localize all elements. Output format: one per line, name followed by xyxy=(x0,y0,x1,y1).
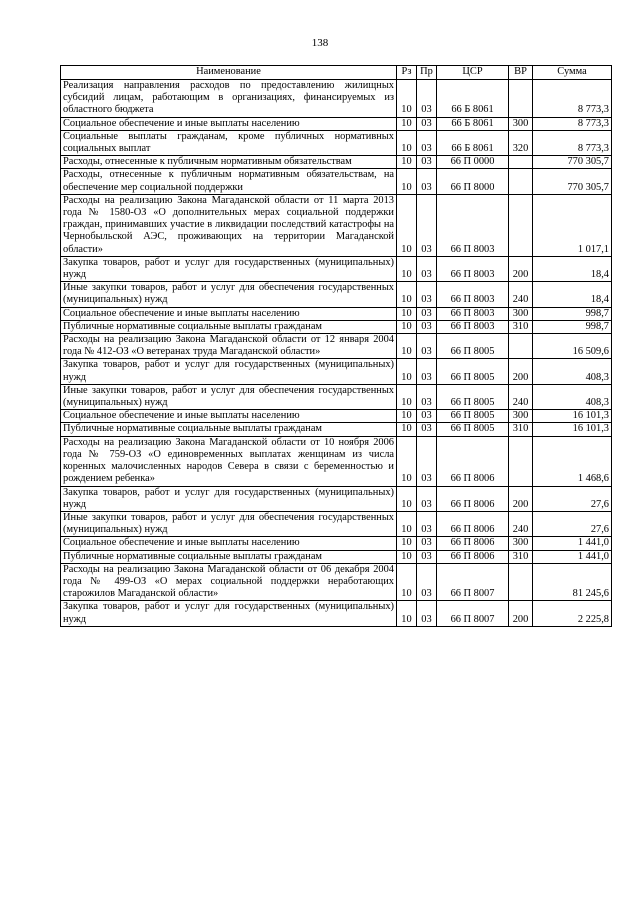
cell-csr: 66 П 8003 xyxy=(437,194,509,256)
table-row xyxy=(61,511,612,536)
header-csr: ЦСР xyxy=(437,66,509,80)
cell-name: Социальное обеспечение и иные выплаты населению xyxy=(61,537,397,550)
cell-vr: 200 xyxy=(509,601,533,626)
cell-vr: 200 xyxy=(509,256,533,281)
table-row xyxy=(61,563,612,601)
cell-vr xyxy=(509,156,533,169)
cell-csr: 66 П 8005 xyxy=(437,334,509,359)
cell-sum: 16 101,3 xyxy=(533,423,612,436)
cell-csr: 66 П 8006 xyxy=(437,550,509,563)
cell-pr: 03 xyxy=(417,117,437,130)
cell-pr: 03 xyxy=(417,486,437,511)
cell-rz: 10 xyxy=(397,511,417,536)
cell-vr: 310 xyxy=(509,423,533,436)
cell-vr: 310 xyxy=(509,320,533,333)
cell-pr: 03 xyxy=(417,194,437,256)
cell-vr: 300 xyxy=(509,410,533,423)
cell-name: Социальное обеспечение и иные выплаты населению xyxy=(61,410,397,423)
cell-csr: 66 П 0000 xyxy=(437,156,509,169)
cell-name: Публичные нормативные социальные выплаты гражданам xyxy=(61,320,397,333)
cell-pr: 03 xyxy=(417,80,437,118)
cell-name: Расходы, отнесенные к публичным нормативным обязательствам xyxy=(61,156,397,169)
cell-sum: 1 017,1 xyxy=(533,194,612,256)
cell-sum: 408,3 xyxy=(533,359,612,384)
cell-vr: 240 xyxy=(509,384,533,409)
cell-vr xyxy=(509,334,533,359)
cell-pr: 03 xyxy=(417,282,437,307)
cell-rz: 10 xyxy=(397,436,417,486)
cell-pr: 03 xyxy=(417,601,437,626)
cell-pr: 03 xyxy=(417,511,437,536)
cell-name: Закупка товаров, работ и услуг для государственных (муниципальных) нужд xyxy=(61,601,397,626)
cell-rz: 10 xyxy=(397,537,417,550)
cell-vr: 200 xyxy=(509,359,533,384)
cell-name: Публичные нормативные социальные выплаты гражданам xyxy=(61,423,397,436)
cell-rz: 10 xyxy=(397,130,417,155)
cell-csr: 66 П 8006 xyxy=(437,537,509,550)
cell-csr: 66 П 8006 xyxy=(437,486,509,511)
header-vr: ВР xyxy=(509,66,533,80)
cell-name: Социальное обеспечение и иные выплаты населению xyxy=(61,307,397,320)
table-row xyxy=(61,384,612,409)
cell-pr: 03 xyxy=(417,563,437,601)
cell-name: Расходы на реализацию Закона Магаданской области от 06 декабря 2004 года № 499-ОЗ «О мерах социальной поддержки неработающих старожилов Магаданской области» xyxy=(61,563,397,601)
cell-pr: 03 xyxy=(417,334,437,359)
cell-sum: 770 305,7 xyxy=(533,169,612,194)
cell-sum: 1 441,0 xyxy=(533,537,612,550)
cell-pr: 03 xyxy=(417,359,437,384)
cell-sum: 27,6 xyxy=(533,486,612,511)
table-row xyxy=(61,194,612,256)
cell-name: Иные закупки товаров, работ и услуг для обеспечения государственных (муниципальных) нужд xyxy=(61,511,397,536)
table-row xyxy=(61,601,612,626)
header-rz: Рз xyxy=(397,66,417,80)
cell-vr: 300 xyxy=(509,537,533,550)
cell-name: Закупка товаров, работ и услуг для государственных (муниципальных) нужд xyxy=(61,486,397,511)
cell-rz: 10 xyxy=(397,282,417,307)
budget-table xyxy=(60,65,612,627)
cell-pr: 03 xyxy=(417,256,437,281)
cell-rz: 10 xyxy=(397,80,417,118)
header-pr: Пр xyxy=(417,66,437,80)
table-row xyxy=(61,550,612,563)
table-row xyxy=(61,156,612,169)
table-row xyxy=(61,359,612,384)
cell-pr: 03 xyxy=(417,169,437,194)
table-header-row xyxy=(61,66,612,80)
cell-pr: 03 xyxy=(417,384,437,409)
cell-name: Расходы на реализацию Закона Магаданской области от 10 ноября 2006 года № 759-ОЗ «О единовременных выплатах женщинам из числа коренных малочисленных народов Севера в связи с беременностью и рождением ребенка» xyxy=(61,436,397,486)
cell-sum: 16 509,6 xyxy=(533,334,612,359)
cell-csr: 66 П 8003 xyxy=(437,282,509,307)
table-row xyxy=(61,537,612,550)
table-row xyxy=(61,423,612,436)
table-row xyxy=(61,307,612,320)
header-name: Наименование xyxy=(61,66,397,80)
cell-pr: 03 xyxy=(417,410,437,423)
cell-vr xyxy=(509,80,533,118)
cell-vr xyxy=(509,169,533,194)
cell-csr: 66 П 8003 xyxy=(437,307,509,320)
cell-rz: 10 xyxy=(397,550,417,563)
cell-csr: 66 П 8003 xyxy=(437,256,509,281)
cell-vr: 200 xyxy=(509,486,533,511)
cell-vr: 310 xyxy=(509,550,533,563)
cell-pr: 03 xyxy=(417,320,437,333)
cell-rz: 10 xyxy=(397,384,417,409)
cell-vr: 240 xyxy=(509,282,533,307)
cell-vr xyxy=(509,563,533,601)
cell-csr: 66 П 8007 xyxy=(437,601,509,626)
cell-rz: 10 xyxy=(397,256,417,281)
cell-sum: 770 305,7 xyxy=(533,156,612,169)
table-row xyxy=(61,256,612,281)
cell-name: Закупка товаров, работ и услуг для государственных (муниципальных) нужд xyxy=(61,256,397,281)
table-row xyxy=(61,117,612,130)
cell-csr: 66 П 8006 xyxy=(437,511,509,536)
cell-rz: 10 xyxy=(397,423,417,436)
cell-sum: 408,3 xyxy=(533,384,612,409)
table-row xyxy=(61,80,612,118)
header-sum: Сумма xyxy=(533,66,612,80)
cell-sum: 2 225,8 xyxy=(533,601,612,626)
cell-sum: 998,7 xyxy=(533,320,612,333)
cell-pr: 03 xyxy=(417,550,437,563)
cell-csr: 66 П 8007 xyxy=(437,563,509,601)
cell-csr: 66 Б 8061 xyxy=(437,130,509,155)
cell-sum: 18,4 xyxy=(533,256,612,281)
table-row xyxy=(61,486,612,511)
cell-csr: 66 Б 8061 xyxy=(437,117,509,130)
cell-sum: 8 773,3 xyxy=(533,117,612,130)
cell-name: Расходы, отнесенные к публичным нормативным обязательствам, на обеспечение мер социальной поддержки xyxy=(61,169,397,194)
cell-pr: 03 xyxy=(417,156,437,169)
cell-rz: 10 xyxy=(397,156,417,169)
cell-vr: 300 xyxy=(509,117,533,130)
cell-vr xyxy=(509,194,533,256)
cell-sum: 27,6 xyxy=(533,511,612,536)
cell-csr: 66 П 8005 xyxy=(437,384,509,409)
cell-rz: 10 xyxy=(397,307,417,320)
cell-rz: 10 xyxy=(397,169,417,194)
cell-vr: 240 xyxy=(509,511,533,536)
cell-vr: 300 xyxy=(509,307,533,320)
cell-name: Расходы на реализацию Закона Магаданской области от 12 января 2004 года № 412-ОЗ «О ветеранах труда Магаданской области» xyxy=(61,334,397,359)
cell-csr: 66 П 8005 xyxy=(437,359,509,384)
cell-sum: 998,7 xyxy=(533,307,612,320)
table-row xyxy=(61,334,612,359)
cell-sum: 1 468,6 xyxy=(533,436,612,486)
cell-rz: 10 xyxy=(397,320,417,333)
page-number: 138 xyxy=(311,37,329,49)
cell-csr: 66 П 8000 xyxy=(437,169,509,194)
cell-sum: 1 441,0 xyxy=(533,550,612,563)
cell-sum: 81 245,6 xyxy=(533,563,612,601)
cell-name: Расходы на реализацию Закона Магаданской области от 11 марта 2013 года № 1580-ОЗ «О дополнительных мерах социальной поддержки граждан, принимавших участие в ликвидации последствий катастрофы на Чернобыльской АЭС, проживающих на территории Магаданской области» xyxy=(61,194,397,256)
cell-rz: 10 xyxy=(397,334,417,359)
cell-name: Закупка товаров, работ и услуг для государственных (муниципальных) нужд xyxy=(61,359,397,384)
cell-name: Социальные выплаты гражданам, кроме публичных нормативных социальных выплат xyxy=(61,130,397,155)
cell-name: Публичные нормативные социальные выплаты гражданам xyxy=(61,550,397,563)
table-row xyxy=(61,410,612,423)
cell-sum: 8 773,3 xyxy=(533,130,612,155)
cell-rz: 10 xyxy=(397,410,417,423)
table-row xyxy=(61,282,612,307)
cell-sum: 16 101,3 xyxy=(533,410,612,423)
cell-pr: 03 xyxy=(417,130,437,155)
cell-pr: 03 xyxy=(417,423,437,436)
cell-csr: 66 Б 8061 xyxy=(437,80,509,118)
cell-csr: 66 П 8005 xyxy=(437,410,509,423)
cell-rz: 10 xyxy=(397,601,417,626)
cell-sum: 8 773,3 xyxy=(533,80,612,118)
cell-csr: 66 П 8003 xyxy=(437,320,509,333)
cell-name: Реализация направления расходов по предоставлению жилищных субсидий лицам, работающим в организациях, финансируемых из областного бюджета xyxy=(61,80,397,118)
cell-pr: 03 xyxy=(417,307,437,320)
cell-name: Иные закупки товаров, работ и услуг для обеспечения государственных (муниципальных) нужд xyxy=(61,282,397,307)
cell-csr: 66 П 8006 xyxy=(437,436,509,486)
table-row xyxy=(61,130,612,155)
table-row xyxy=(61,320,612,333)
cell-name: Социальное обеспечение и иные выплаты населению xyxy=(61,117,397,130)
table-row xyxy=(61,169,612,194)
cell-rz: 10 xyxy=(397,486,417,511)
cell-name: Иные закупки товаров, работ и услуг для обеспечения государственных (муниципальных) нужд xyxy=(61,384,397,409)
cell-pr: 03 xyxy=(417,537,437,550)
cell-vr xyxy=(509,436,533,486)
cell-rz: 10 xyxy=(397,563,417,601)
table-row xyxy=(61,436,612,486)
cell-sum: 18,4 xyxy=(533,282,612,307)
cell-vr: 320 xyxy=(509,130,533,155)
cell-rz: 10 xyxy=(397,117,417,130)
cell-pr: 03 xyxy=(417,436,437,486)
cell-rz: 10 xyxy=(397,359,417,384)
cell-csr: 66 П 8005 xyxy=(437,423,509,436)
table-body xyxy=(61,80,612,627)
cell-rz: 10 xyxy=(397,194,417,256)
